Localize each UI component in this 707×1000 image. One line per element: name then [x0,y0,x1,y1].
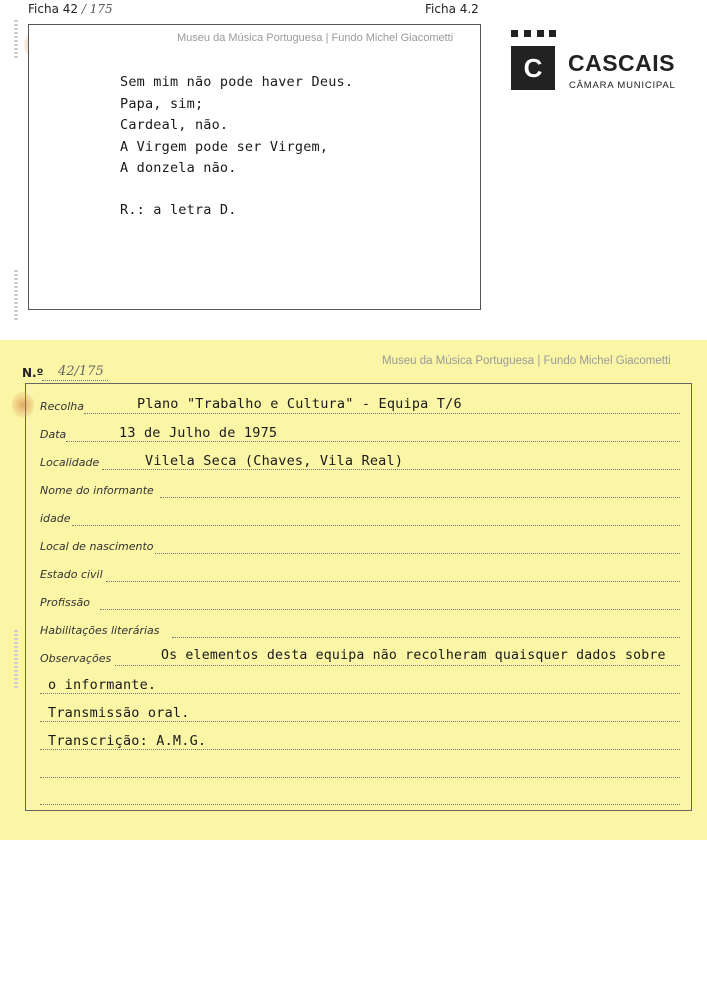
field-label-data: Data [40,428,67,441]
field-value-data: 13 de Julho de 1975 [119,425,278,441]
field-label-localidade: Localidade [40,456,100,469]
field-label-recolha: Recolha [40,400,84,413]
riddle-text [120,72,353,221]
logo-square-2 [524,30,531,37]
riddle-answer: R.: a letra D. [120,201,237,218]
extra-line-3: Transcrição: A.M.G. [48,733,207,749]
dots-extra-5 [40,804,680,805]
dots-local-nascimento [155,553,680,554]
logo-name: CASCAIS [568,50,676,76]
dots-recolha [84,413,680,414]
dots-data [66,441,680,442]
field-label-profissao: Profissão [40,596,90,609]
riddle-line-4: A Virgem pode ser Virgem, [120,138,329,155]
extra-line-2: Transmissão oral. [48,705,190,721]
field-label-nome: Nome do informante [40,484,154,497]
ficha-number-left [28,2,113,16]
punch-holes-top [14,20,18,60]
ficha-left-label: Ficha 42 [28,2,79,16]
museum-header-bottom: Museu da Música Portuguesa | Fundo Michel Giacometti [382,355,671,367]
punch-holes-bottom [14,630,18,690]
logo-square-1 [511,30,518,37]
punch-holes-top-lower [14,270,18,320]
riddle-line-5: A donzela não. [120,160,237,176]
dots-extra-3 [40,749,680,750]
dots-observacoes [115,665,680,666]
logo-subtitle: CÂMARA MUNICIPAL [569,80,676,91]
dots-habilitacoes [172,637,680,638]
field-value-observacoes: Os elementos desta equipa não recolheram quaisquer dados sobre [161,648,666,663]
field-value-recolha: Plano "Trabalho e Cultura" - Equipa T/6 [137,396,462,412]
extra-line-1: o informante. [48,677,157,693]
field-label-observacoes: Observações [40,652,112,665]
number-value: 42/175 [58,364,104,379]
dots-profissao [100,609,680,610]
field-value-localidade: Vilela Seca (Chaves, Vila Real) [145,453,404,469]
logo-square-4 [549,30,556,37]
dots-nome [160,497,680,498]
rust-stain-bottom [12,392,34,418]
ficha-left-handwritten: / 175 [81,2,113,16]
number-dots [42,380,108,381]
riddle-line-1: Sem mim não pode haver Deus. [120,74,354,90]
riddle-line-3: Cardeal, não. [120,117,229,133]
dots-extra-2 [40,721,680,722]
field-label-estado-civil: Estado civil [40,568,103,581]
field-label-habilitacoes: Habilitações literárias [40,624,160,637]
ficha-number-right: Ficha 4.2 [425,2,479,16]
field-label-local-nascimento: Local de nascimento [40,540,154,553]
dots-idade [72,525,680,526]
dots-extra-1 [40,693,680,694]
riddle-line-2: Papa, sim; [120,95,204,112]
logo-square-3 [537,30,544,37]
number-label: N.º [22,366,44,380]
dots-localidade [102,469,680,470]
field-label-idade: idade [40,512,71,525]
museum-header-top: Museu da Música Portuguesa | Fundo Michel Giacometti [177,32,454,44]
dots-extra-4 [40,777,680,778]
cascais-logo-icon: C [511,46,555,90]
dots-estado-civil [106,581,680,582]
